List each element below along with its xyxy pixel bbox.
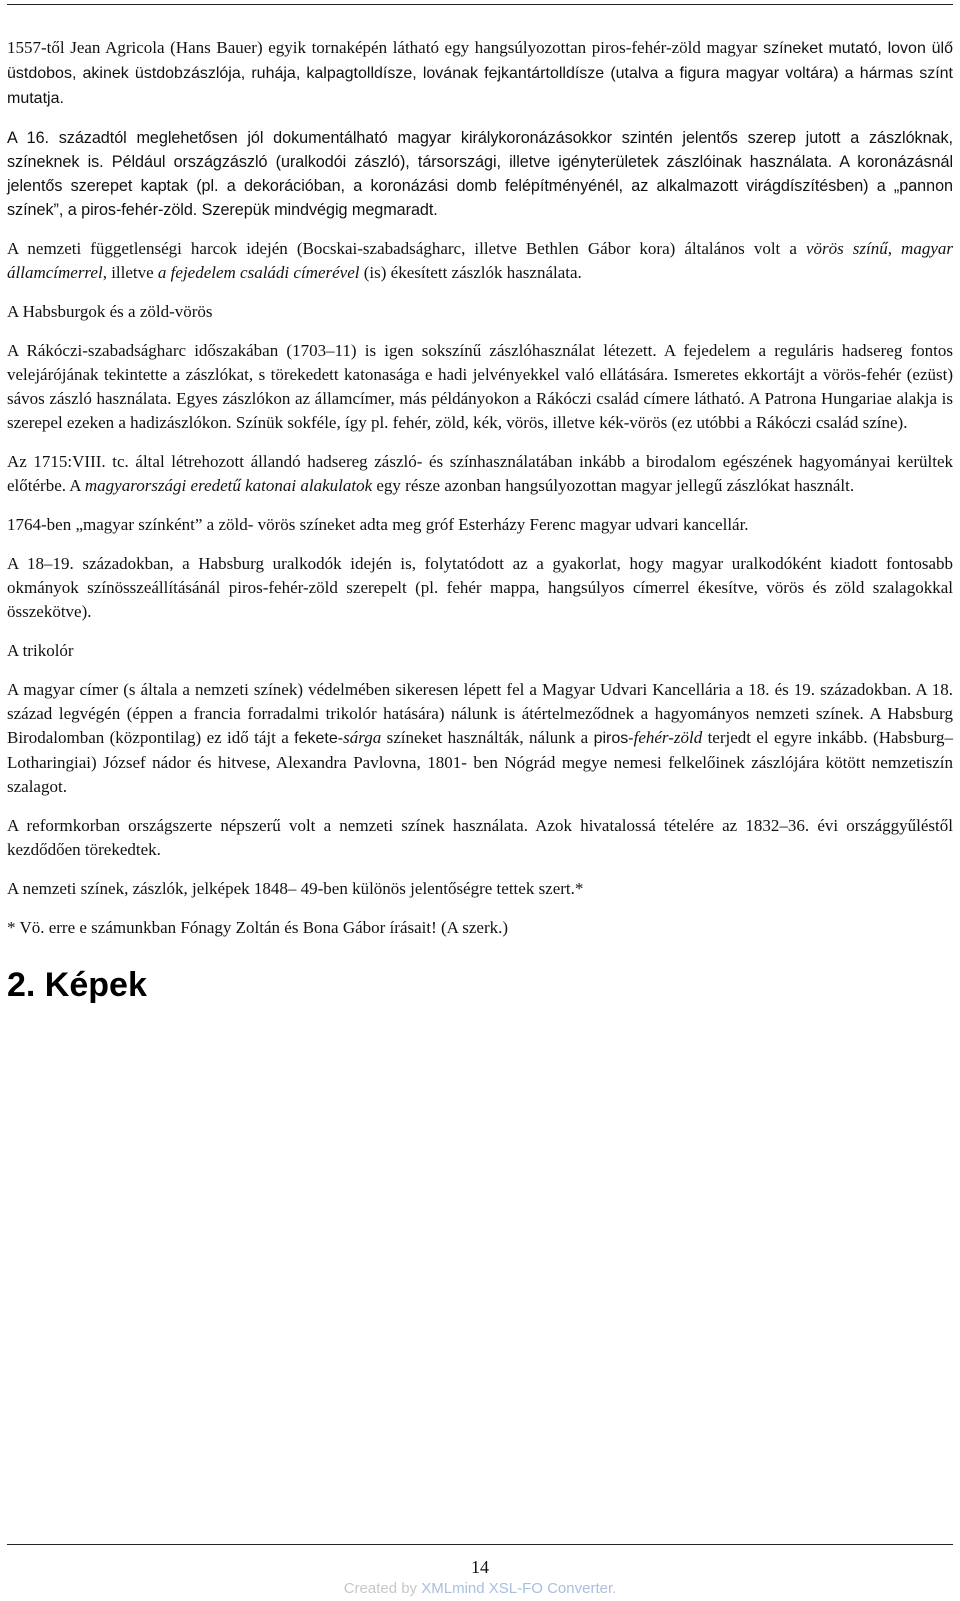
italic-text: sárga bbox=[343, 728, 382, 747]
paragraph-text: színeket mutató, lovon ülő üstdobos, akinek üstdobzászlója, ruhája, kalpagtolldísze, lovának fejkantártolldísze (utalva a figura magyar voltára) a hármas színt mutatja. bbox=[7, 40, 953, 107]
paragraph-text: A magyar címer (s általa a nemzeti színek) védelmében sikeresen lépett fel a Magyar Udvari Kancellária a 18. és 19. századokban. A 18. század legvégén (éppen a francia forradalmi trikolór hatására) nálunk is átértelmeződnek a hagyományos nemzeti színek. A Habsburg Birodalomban (központilag) ez idő tájt a bbox=[7, 680, 953, 747]
paragraph-text: piros- bbox=[593, 730, 634, 747]
paragraph bbox=[7, 814, 953, 862]
italic-text: a fejedelem családi címerével bbox=[157, 263, 360, 282]
paragraph bbox=[7, 678, 953, 799]
paragraph-text: , illetve bbox=[102, 263, 158, 282]
paragraph-text: A Rákóczi-szabadságharc időszakában (1703–11) is igen sokszínű zászlóhasználat létezett. A fejedelem a reguláris hadsereg fontos velejárójának tekintette a zászlókat, s törekedett katonasága e hadi jelvényekkel való ellátására. Ismeretes ekkortájt a vörös-fehér (ezüst) sávos zászló használata. Egyes zászlókon az államcímer, más példányokon a Rákóczi család címere látható. A Patrona Hungariae alakja is szerepel ezeken a hadizászlókon. Színük sokféle, így pl. fehér, zöld, kék, vörös, illetve kék-vörös (ez utóbbi a Rákóczi család színe). bbox=[7, 341, 953, 432]
paragraph bbox=[7, 237, 953, 285]
paragraph-text: A nemzeti színek, zászlók, jelképek 1848– 49-ben különös jelentőségre tettek szert.* bbox=[7, 879, 584, 898]
paragraph-text: (is) ékesített zászlók használata. bbox=[359, 263, 582, 282]
paragraph-text: 1764-ben „magyar színként” a zöld- vörös színeket adta meg gróf Esterházy Ferenc magyar udvari kancellár. bbox=[7, 515, 749, 534]
page-number: 14 bbox=[471, 1557, 489, 1577]
paragraph-text: egy része azonban hangsúlyozottan magyar jellegű zászlókat használt. bbox=[372, 476, 855, 495]
paragraph bbox=[7, 126, 953, 222]
italic-text: fehér-zöld bbox=[633, 728, 703, 747]
paragraph bbox=[7, 552, 953, 624]
paragraph bbox=[7, 300, 953, 324]
document-body bbox=[7, 36, 953, 1005]
paragraph-text: A trikolór bbox=[7, 641, 74, 660]
paragraph bbox=[7, 877, 953, 901]
italic-text: vörös színű, magyar államcímerrel bbox=[7, 239, 953, 282]
watermark-suffix: . bbox=[612, 1580, 617, 1597]
paragraph bbox=[7, 639, 953, 663]
paragraph-text: A 16. századtól meglehetősen jól dokumentálható magyar királykoronázásokkor szintén jelentős szerep jutott a zászlóknak, színeknek is. Például országzászló (uralkodói zászló), társországi, illetve igényterületek zászlóinak használata. A koronázásnál jelentős szerepet kaptak (pl. a dekorációban, a koronázási domb felépítményénél, az alkalmazott virágdíszítésben) a „pannon színek”, a piros-fehér-zöld. Szerepük mindvégig megmaradt. bbox=[7, 129, 953, 219]
paragraph-text: A Habsburgok és a zöld-vörös bbox=[7, 302, 213, 321]
paragraph-text: Az 1715:VIII. tc. által létrehozott állandó hadsereg zászló- és színhasználatában inkább a birodalom egészének hagyományai kerültek előtérbe. A bbox=[7, 452, 953, 495]
paragraph-text: A reformkorban országszerte népszerű volt a nemzeti színek használata. Azok hivatalossá tételére az 1832–36. évi országgyűléstől kezdődően törekedtek. bbox=[7, 816, 953, 859]
watermark-prefix: Created by bbox=[343, 1580, 422, 1597]
paragraph-text: fekete- bbox=[294, 730, 344, 747]
paragraph-text: A 18–19. századokban, a Habsburg uralkodók idején is, folytatódott az a gyakorlat, hogy magyar uralkodóként kiadott fontosabb okmányok színösszeállításánál piros-fehér-zöld szerepelt (pl. fehér mappa, hangsúlyos címerrel ékesítve, vörös és zöld szalagokkal összekötve). bbox=[7, 554, 953, 621]
italic-text: magyarországi eredetű katonai alakulatok bbox=[84, 476, 373, 495]
paragraph-text: * Vö. erre e számunkban Fónagy Zoltán és Bona Gábor írásait! (A szerk.) bbox=[7, 918, 509, 937]
converter-watermark bbox=[0, 1580, 960, 1597]
section-heading: 2. Képek bbox=[7, 966, 147, 1004]
header-rule bbox=[7, 4, 953, 5]
paragraph bbox=[7, 916, 953, 940]
watermark-brand: XMLmind XSL-FO Converter bbox=[421, 1580, 613, 1597]
footer-rule bbox=[7, 1544, 953, 1545]
paragraph bbox=[7, 36, 953, 111]
paragraph bbox=[7, 513, 953, 537]
paragraph bbox=[7, 450, 953, 498]
paragraph bbox=[7, 339, 953, 435]
paragraph-text: 1557-től Jean Agricola (Hans Bauer) egyik tornaképén látható egy hangsúlyozottan piros-fehér-zöld magyar bbox=[7, 38, 764, 57]
paragraph-text: A nemzeti függetlenségi harcok idején (Bocskai-szabadságharc, illetve Bethlen Gábor kora) általános volt a bbox=[7, 239, 806, 258]
paragraph-text: színeket használták, nálunk a bbox=[381, 728, 594, 747]
paragraph-text: terjedt el egyre inkább. (Habsburg–Lotharingiai) József nádor és hitvese, Alexandra Pavlovna, 1801- ben Nógrád megye nemesi felkelőinek zászlójára kötött nemzetiszín szalagot. bbox=[7, 728, 953, 796]
